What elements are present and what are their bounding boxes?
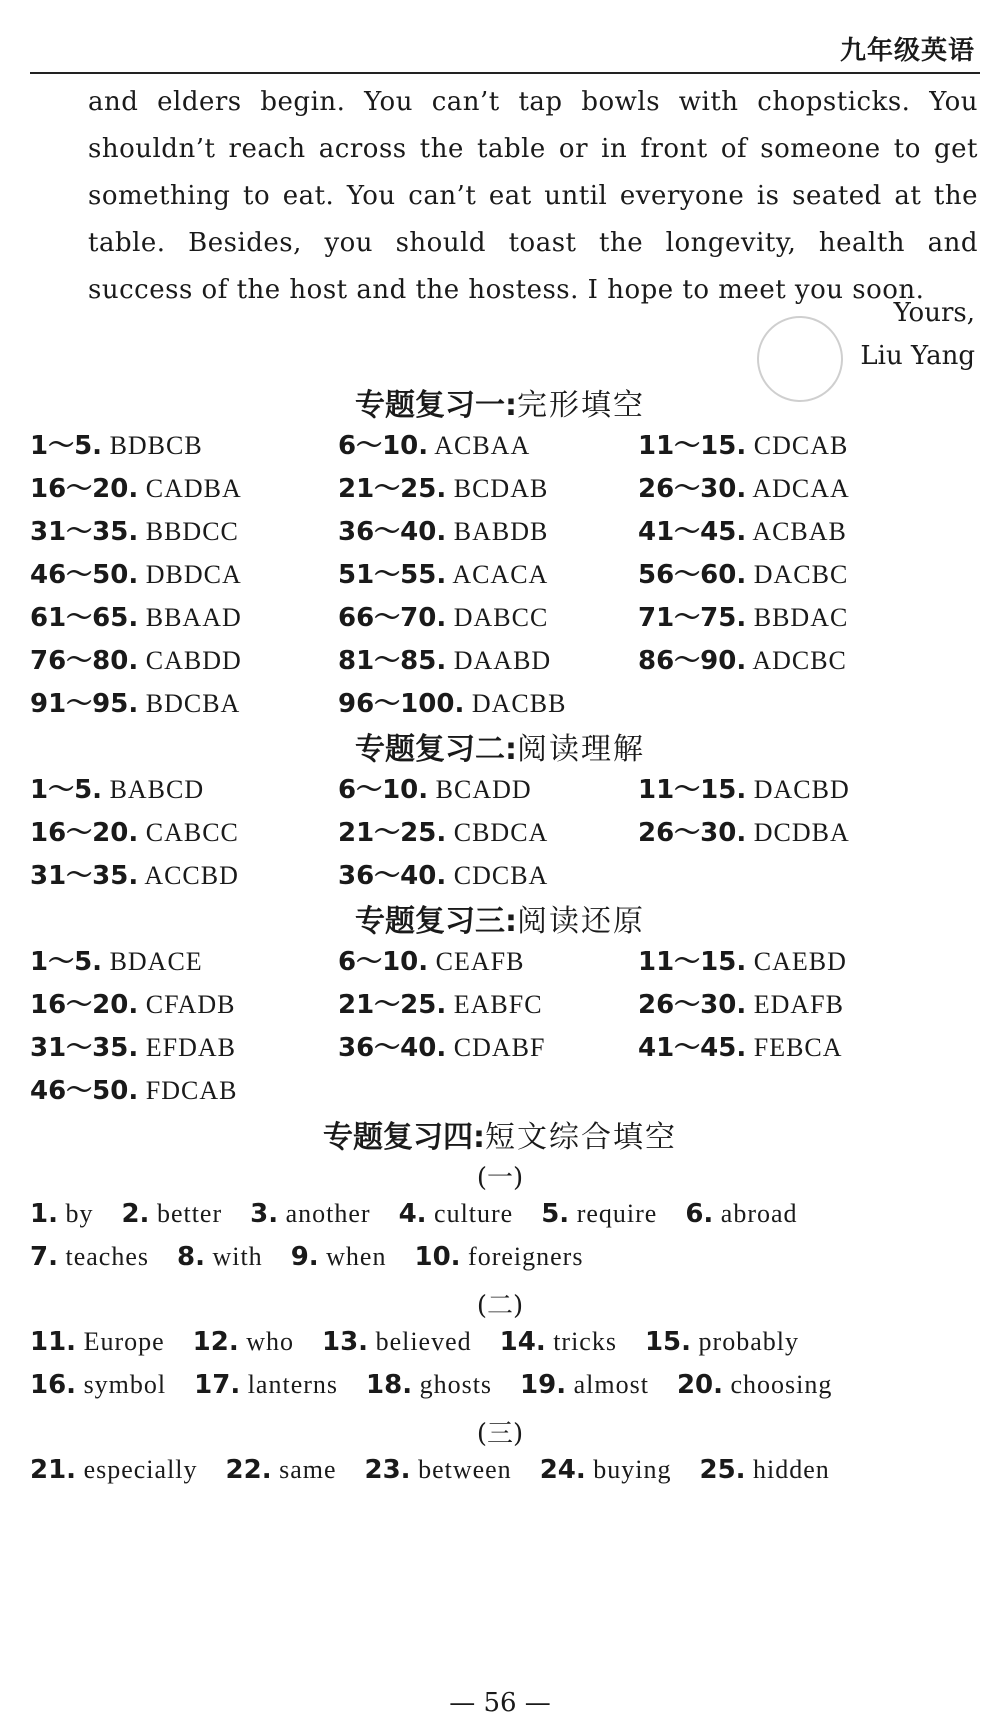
section-title: [0, 380, 1000, 424]
question-range: 41～45.: [638, 1033, 747, 1063]
answer-letters: EFDAB: [138, 1033, 236, 1062]
question-range: 46～50.: [30, 560, 139, 590]
fill-answer-row: [30, 1242, 980, 1272]
question-range: 6～10.: [338, 431, 429, 461]
answer-letters: BDACE: [102, 947, 203, 976]
answer-word: foreigners: [460, 1242, 584, 1271]
answer-cell: [30, 511, 239, 548]
fill-answer: [30, 1242, 149, 1272]
answer-letters: BABDB: [446, 517, 549, 546]
answer-letters: BCDAB: [446, 474, 549, 503]
question-range: 86～90.: [638, 646, 747, 676]
answer-number: 4.: [398, 1199, 427, 1229]
answer-row: [0, 683, 1000, 723]
answer-cell: [30, 1070, 237, 1107]
question-range: 36～40.: [338, 517, 447, 547]
fill-answer: [414, 1242, 583, 1272]
letter-line: shouldn’t reach across the table or in front of someone to get: [88, 134, 978, 164]
answer-letters: CDABF: [446, 1033, 546, 1062]
answer-number: 14.: [499, 1327, 546, 1357]
fill-answer: [645, 1327, 799, 1357]
answer-letters: DABCC: [446, 603, 549, 632]
fill-answer: [30, 1455, 198, 1485]
answer-letters: FEBCA: [746, 1033, 843, 1062]
answer-row: [0, 554, 1000, 594]
answer-cell: [338, 683, 566, 720]
answer-letters: BBDCC: [138, 517, 239, 546]
question-range: 31～35.: [30, 1033, 139, 1063]
answer-number: 15.: [644, 1327, 692, 1357]
question-range: 41～45.: [638, 517, 747, 547]
answer-letters: CADBA: [138, 474, 242, 503]
answer-cell: [30, 1027, 236, 1064]
question-range: 16～20.: [30, 990, 139, 1020]
section-title-prefix: 专题复习三:: [355, 904, 517, 939]
fill-answer: [30, 1327, 165, 1357]
fill-answer: [699, 1455, 829, 1485]
answer-letters: BABCD: [102, 775, 205, 804]
answer-cell: [638, 769, 850, 806]
question-range: 91～95.: [30, 689, 139, 719]
answer-word: Europe: [76, 1327, 165, 1356]
answer-cell: [30, 597, 242, 634]
answer-row: [0, 640, 1000, 680]
question-range: 26～30.: [638, 990, 747, 1020]
question-range: 46～50.: [30, 1076, 139, 1106]
answer-number: 25.: [699, 1455, 746, 1485]
section-title: [0, 896, 1000, 940]
answer-number: 3.: [250, 1199, 279, 1229]
question-range: 16～20.: [30, 474, 139, 504]
answer-word: symbol: [76, 1370, 167, 1399]
answer-letters: CAEBD: [746, 947, 847, 976]
answer-number: 24.: [539, 1455, 586, 1485]
fill-answer: [30, 1370, 166, 1400]
answer-cell: [638, 1027, 843, 1064]
answer-letters: ACACA: [446, 560, 549, 589]
answer-letters: BDBCB: [102, 431, 203, 460]
answer-letters: DCDBA: [746, 818, 850, 847]
question-range: 96～100.: [338, 689, 465, 719]
fill-answer: [193, 1327, 294, 1357]
question-range: 81～85.: [338, 646, 447, 676]
answer-letters: BBDAC: [746, 603, 849, 632]
answer-row: [0, 1070, 1000, 1110]
question-range: 61～65.: [30, 603, 139, 633]
answer-letters: BBAAD: [138, 603, 242, 632]
section-title-topic: 阅读还原: [517, 904, 645, 939]
answer-cell: [30, 683, 240, 720]
answer-word: when: [318, 1242, 387, 1271]
answer-row: [0, 769, 1000, 809]
question-range: 31～35.: [30, 861, 139, 891]
answer-cell: [338, 597, 548, 634]
answer-cell: [30, 941, 203, 978]
answer-cell: [30, 984, 236, 1021]
question-range: 1～5.: [30, 775, 103, 805]
question-range: 26～30.: [638, 474, 747, 504]
answer-word: buying: [585, 1455, 672, 1484]
answer-row: [0, 984, 1000, 1024]
answer-row: [0, 425, 1000, 465]
question-range: 21～25.: [338, 818, 447, 848]
answer-word: ghosts: [412, 1370, 493, 1399]
fill-answer-row: [30, 1370, 980, 1400]
answer-letters: CEAFB: [428, 947, 525, 976]
answer-cell: [338, 812, 548, 849]
fill-answer: [250, 1199, 370, 1229]
answer-word: probably: [691, 1327, 799, 1356]
answer-letters: ADCAA: [746, 474, 850, 503]
fill-answer-row: [30, 1455, 980, 1485]
answer-letters: CDCAB: [746, 431, 849, 460]
fill-answer: [226, 1455, 337, 1485]
question-range: 11～15.: [638, 431, 747, 461]
answer-word: choosing: [723, 1370, 833, 1399]
answer-word: lanterns: [240, 1370, 339, 1399]
answer-word: same: [271, 1455, 337, 1484]
letter-line: table. Besides, you should toast the longevity, health and: [88, 228, 978, 258]
question-range: 31～35.: [30, 517, 139, 547]
question-range: 36～40.: [338, 861, 447, 891]
fill-answer: [322, 1327, 472, 1357]
answer-cell: [30, 425, 203, 462]
letter-body: [88, 79, 978, 314]
section-title: [0, 724, 1000, 768]
answer-cell: [338, 640, 551, 677]
question-range: 16～20.: [30, 818, 139, 848]
answer-cell: [338, 941, 524, 978]
letter-line: success of the host and the hostess. I hope to meet you soon.: [88, 275, 925, 305]
answer-row: [0, 812, 1000, 852]
fill-answer: [685, 1199, 797, 1229]
part-label: (一): [476, 1163, 524, 1193]
answer-word: abroad: [713, 1199, 798, 1228]
answer-word: with: [204, 1242, 263, 1271]
letter-closing: Yours,: [893, 298, 975, 328]
fill-answer: [366, 1370, 492, 1400]
answer-letters: DACBD: [746, 775, 850, 804]
section-title-prefix: 专题复习二:: [355, 732, 517, 767]
question-range: 76～80.: [30, 646, 139, 676]
answer-cell: [638, 941, 847, 978]
answer-row: [0, 941, 1000, 981]
answer-number: 7.: [30, 1242, 58, 1272]
answer-cell: [638, 511, 847, 548]
answer-number: 2.: [121, 1199, 150, 1229]
answer-cell: [338, 468, 548, 505]
fill-answer: [399, 1199, 514, 1229]
answer-cell: [638, 597, 848, 634]
answer-cell: [338, 769, 532, 806]
fill-answer-row: [30, 1199, 980, 1229]
part-label: (二): [476, 1291, 524, 1321]
answer-cell: [30, 554, 242, 591]
answer-cell: [338, 425, 530, 462]
page-header: [30, 20, 980, 74]
answer-letters: DACBB: [464, 689, 567, 718]
answer-cell: [30, 640, 242, 677]
letter-line: and elders begin. You can’t tap bowls with chopsticks. You: [88, 87, 978, 117]
answer-word: another: [278, 1199, 371, 1228]
answer-word: better: [149, 1199, 223, 1228]
answer-word: especially: [76, 1455, 198, 1484]
answer-word: require: [569, 1199, 658, 1228]
answer-number: 16.: [30, 1370, 77, 1400]
fill-answer: [121, 1199, 222, 1229]
fill-answer: [540, 1455, 672, 1485]
question-range: 36～40.: [338, 1033, 447, 1063]
question-range: 51～55.: [338, 560, 447, 590]
letter-signature: Liu Yang: [860, 341, 975, 371]
answer-cell: [638, 812, 850, 849]
question-range: 56～60.: [638, 560, 747, 590]
page-number: — 56 —: [449, 1688, 551, 1718]
answer-row: [0, 511, 1000, 551]
fill-answer: [677, 1370, 832, 1400]
fill-answer: [520, 1370, 649, 1400]
answer-cell: [30, 812, 239, 849]
answer-letters: ACCBD: [138, 861, 239, 890]
answer-letters: EDAFB: [746, 990, 844, 1019]
answer-word: by: [57, 1199, 94, 1228]
answer-number: 1.: [30, 1199, 58, 1229]
section-title-topic: 短文综合填空: [485, 1120, 677, 1155]
question-range: 21～25.: [338, 990, 447, 1020]
answer-letters: ADCBC: [746, 646, 847, 675]
answer-cell: [638, 468, 850, 505]
answer-letters: DBDCA: [138, 560, 242, 589]
question-range: 66～70.: [338, 603, 447, 633]
answer-letters: ACBAB: [746, 517, 847, 546]
answer-cell: [338, 554, 548, 591]
letter-line: something to eat. You can’t eat until everyone is seated at the: [88, 181, 978, 211]
answer-word: almost: [566, 1370, 649, 1399]
question-range: 11～15.: [638, 775, 747, 805]
fill-answer: [365, 1455, 512, 1485]
section-title-prefix: 专题复习四:: [323, 1120, 485, 1155]
answer-cell: [338, 511, 548, 548]
answer-number: 10.: [414, 1242, 461, 1272]
answer-cell: [338, 855, 548, 892]
fill-answer: [30, 1199, 93, 1229]
answer-row: [0, 468, 1000, 508]
section-title: [0, 1112, 1000, 1156]
answer-number: 11.: [30, 1327, 77, 1357]
question-range: 6～10.: [338, 947, 429, 977]
answer-number: 19.: [520, 1370, 567, 1400]
answer-letters: CBDCA: [446, 818, 549, 847]
answer-word: teaches: [57, 1242, 149, 1271]
fill-answer: [500, 1327, 617, 1357]
answer-cell: [30, 855, 239, 892]
answer-letters: FDCAB: [138, 1076, 238, 1105]
answer-cell: [638, 554, 848, 591]
question-range: 1～5.: [30, 431, 103, 461]
answer-letters: CDCBA: [446, 861, 549, 890]
question-range: 6～10.: [338, 775, 429, 805]
answer-word: believed: [368, 1327, 472, 1356]
answer-row: [0, 855, 1000, 895]
answer-letters: CABCC: [138, 818, 239, 847]
question-range: 11～15.: [638, 947, 747, 977]
answer-number: 20.: [676, 1370, 724, 1400]
question-range: 21～25.: [338, 474, 447, 504]
answer-letters: EABFC: [446, 990, 543, 1019]
answer-word: culture: [426, 1199, 514, 1228]
answer-number: 12.: [192, 1327, 239, 1357]
answer-number: 13.: [322, 1327, 369, 1357]
fill-answer: [291, 1242, 387, 1272]
answer-cell: [638, 984, 844, 1021]
answer-word: tricks: [545, 1327, 617, 1356]
answer-cell: [638, 640, 847, 677]
answer-cell: [30, 769, 204, 806]
answer-letters: BCADD: [428, 775, 532, 804]
question-range: 71～75.: [638, 603, 747, 633]
question-range: 1～5.: [30, 947, 103, 977]
answer-word: who: [238, 1327, 294, 1356]
book-title: 九年级英语: [839, 36, 975, 66]
answer-number: 22.: [225, 1455, 272, 1485]
answer-number: 23.: [364, 1455, 411, 1485]
answer-letters: DAABD: [446, 646, 552, 675]
answer-letters: CFADB: [138, 990, 236, 1019]
fill-answer-row: [30, 1327, 980, 1357]
section-title-prefix: 专题复习一:: [355, 388, 517, 423]
answer-number: 6.: [685, 1199, 714, 1229]
answer-number: 17.: [194, 1370, 241, 1400]
answer-letters: BDCBA: [138, 689, 241, 718]
answer-number: 21.: [30, 1455, 77, 1485]
answer-letters: ACBAA: [428, 431, 531, 460]
fill-answer: [177, 1242, 263, 1272]
answer-cell: [338, 1027, 545, 1064]
answer-letters: DACBC: [746, 560, 849, 589]
answer-word: between: [410, 1455, 512, 1484]
answer-cell: [638, 425, 848, 462]
answer-cell: [338, 984, 543, 1021]
part-label: (三): [476, 1419, 524, 1449]
answer-row: [0, 597, 1000, 637]
section-title-topic: 完形填空: [517, 388, 645, 423]
fill-answer: [194, 1370, 338, 1400]
answer-number: 5.: [541, 1199, 570, 1229]
answer-word: hidden: [745, 1455, 830, 1484]
answer-number: 18.: [366, 1370, 413, 1400]
fill-answer: [541, 1199, 657, 1229]
answer-cell: [30, 468, 242, 505]
answer-number: 8.: [176, 1242, 205, 1272]
answer-letters: CABDD: [138, 646, 242, 675]
answer-number: 9.: [290, 1242, 319, 1272]
answer-row: [0, 1027, 1000, 1067]
section-title-topic: 阅读理解: [517, 732, 645, 767]
question-range: 26～30.: [638, 818, 747, 848]
